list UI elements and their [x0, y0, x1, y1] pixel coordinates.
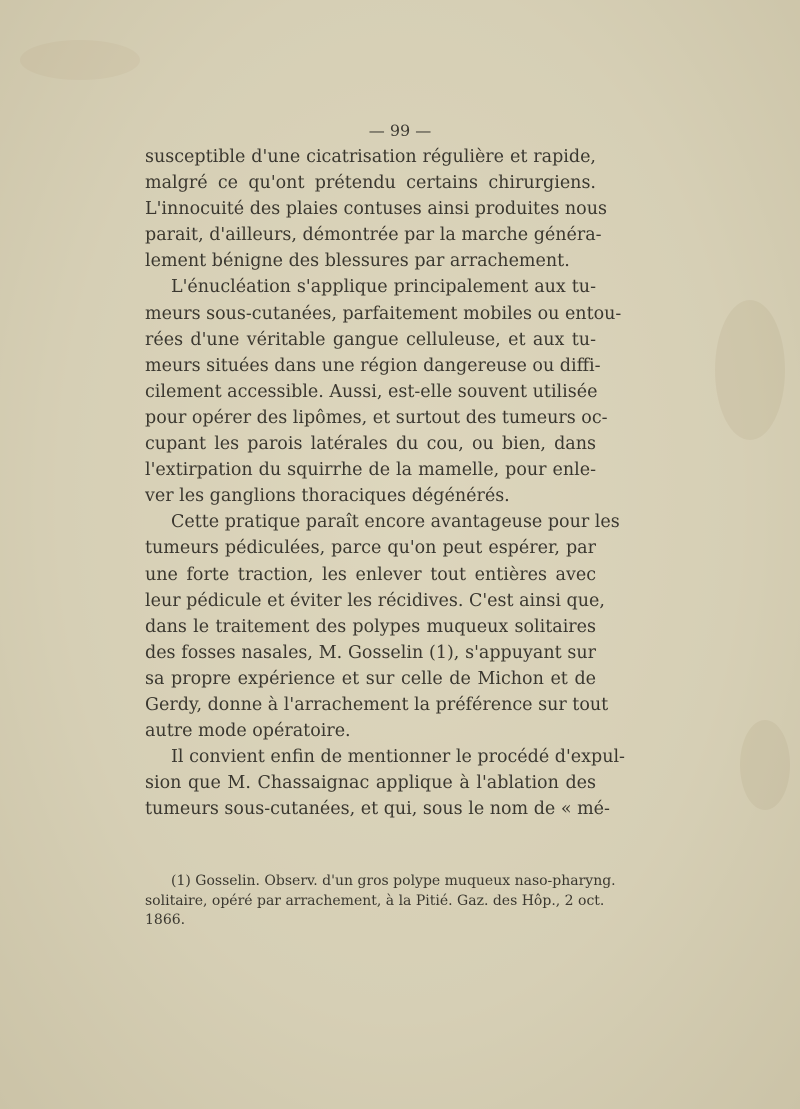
text-line: des fosses nasales, M. Gosselin (1), s'appuyant sur — [145, 642, 596, 663]
footnote-line: 1866. — [145, 912, 186, 928]
paragraph-start-line: Il convient enfin de mentionner le procédé d'expul- — [171, 747, 625, 768]
text-line: lement bénigne des blessures par arrachement. — [145, 251, 570, 272]
text-line: sion que M. Chassaignac applique à l'ablation des — [145, 773, 596, 794]
paper-stain — [20, 40, 140, 80]
text-line: meurs situées dans une région dangereuse ou diffi- — [145, 355, 601, 376]
text-line: l'extirpation du squirrhe de la mamelle, pour enle- — [145, 460, 596, 481]
footnote — [145, 872, 616, 931]
text-line: cilement accessible. Aussi, est-elle souvent utilisée — [145, 381, 598, 402]
footnote-line: solitaire, opéré par arrachement, à la Pitié. Gaz. des Hôp., 2 oct. — [145, 892, 605, 909]
text-line: dans le traitement des polypes muqueux solitaires — [145, 616, 596, 637]
paper-stain — [740, 720, 790, 810]
text-line: leur pédicule et éviter les récidives. C'est ainsi que, — [145, 590, 605, 611]
text-line: susceptible d'une cicatrisation régulière et rapide, — [145, 147, 596, 167]
text-line: pour opérer des lipômes, et surtout des tumeurs oc- — [145, 407, 608, 428]
text-line: meurs sous-cutanées, parfaitement mobiles ou entou- — [145, 303, 622, 324]
text-line: parait, d'ailleurs, démontrée par la marche généra- — [145, 225, 602, 246]
paragraph-start-line: L'énucléation s'applique principalement aux tu- — [171, 277, 596, 298]
body-text — [145, 144, 625, 822]
text-line: rées d'une véritable gangue celluleuse, et aux tu- — [145, 329, 596, 350]
paper-stain — [715, 300, 785, 440]
text-line: malgré ce qu'ont prétendu certains chirurgiens. — [145, 173, 596, 194]
text-line: L'innocuité des plaies contuses ainsi produites nous — [145, 199, 607, 220]
text-line: une forte traction, les enlever tout entières avec — [145, 564, 596, 585]
text-line: tumeurs pédiculées, parce qu'on peut espérer, par — [145, 538, 596, 559]
text-line: tumeurs sous-cutanées, et qui, sous le nom de « mé- — [145, 799, 610, 820]
text-line: cupant les parois latérales du cou, ou bien, dans — [145, 434, 596, 455]
text-line: ver les ganglions thoraciques dégénérés. — [145, 486, 510, 507]
footnote-line: (1) Gosselin. Observ. d'un gros polype muqueux naso-pharyng. — [171, 873, 616, 889]
page-number: — 99 — — [368, 121, 432, 140]
text-line: autre mode opératoire. — [145, 721, 351, 742]
paragraph-start-line: Cette pratique paraît encore avantageuse pour les — [171, 512, 620, 533]
text-line: Gerdy, donne à l'arrachement la préférence sur tout — [145, 694, 609, 715]
text-line: sa propre expérience et sur celle de Michon et de — [145, 668, 596, 689]
